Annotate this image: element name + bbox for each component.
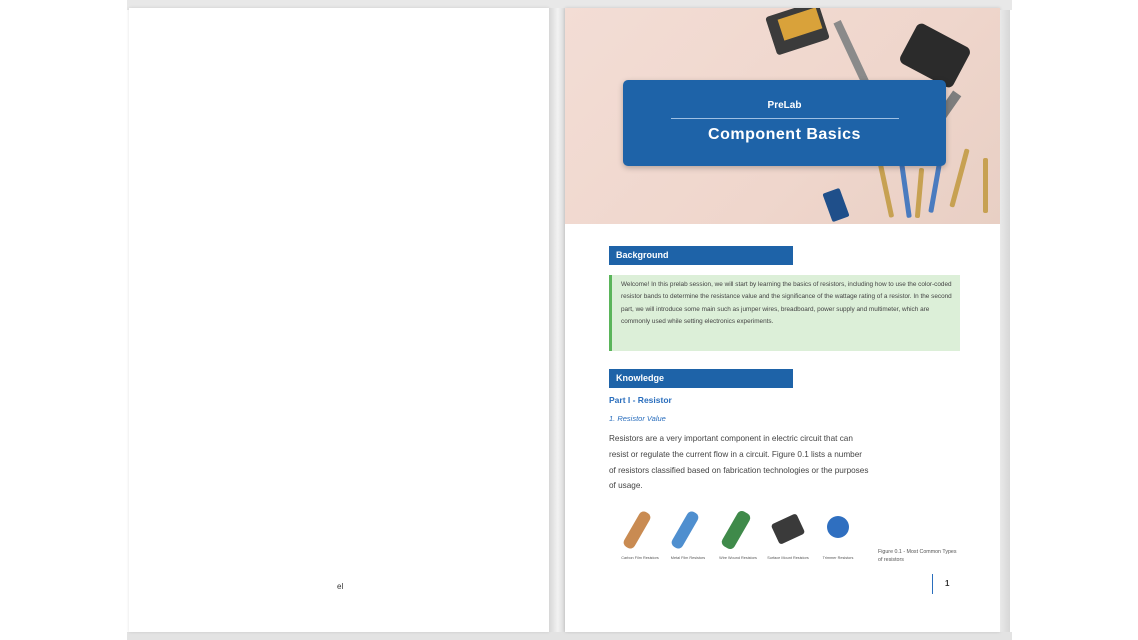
knowledge-heading: Knowledge (609, 369, 793, 388)
figure-item-label: Wire Wound Resistors (719, 556, 757, 560)
wire-wound-resistor-icon (720, 509, 752, 551)
resistor-icon (915, 168, 924, 218)
right-page (565, 8, 1000, 632)
title-divider (671, 118, 899, 119)
resistor-icon (928, 158, 942, 213)
background-callout: Welcome! In this prelab session, we will start by learning the basics of resistors, including how to use the color-coded resistor bands to determine the resistance value and the significance of the wattage rating of a resistor. In the second part, we will introduce some main such as jumper wires, breadboard, power supply and multimeter, which are commonly used while setting electronics experiments. (609, 275, 960, 351)
resistor-figure (617, 504, 867, 578)
resistor-icon (899, 163, 912, 218)
figure-item (617, 504, 663, 578)
resistor-icon (877, 158, 894, 218)
pre-title: PreLab (767, 100, 802, 111)
figure-item (715, 504, 761, 578)
resistor-icon (983, 158, 988, 213)
book-spine (549, 8, 565, 632)
part-title: Part I - Resistor (609, 395, 672, 405)
sub-title: 1. Resistor Value (609, 414, 666, 423)
left-page-mark: el (337, 582, 344, 591)
page-title: Component Basics (708, 126, 861, 143)
figure-item (765, 504, 811, 578)
figure-item-label: Carbon Film Resistors (621, 556, 659, 560)
figure-caption: Figure 0.1 - Most Common Types of resistors (878, 549, 957, 563)
figure-item (665, 504, 711, 578)
body-paragraph: Resistors are a very important component in electric circuit that can resist or regulate the current flow in a circuit. Figure 0.1 lists a number of resistors classified based on fabrication technologies or the purposes of usage. (609, 434, 869, 491)
figure-item-label: Surface Mount Resistors (767, 556, 809, 560)
carbon-film-resistor-icon (622, 510, 652, 551)
page-number: 1 (932, 574, 962, 594)
hero-image (565, 8, 1000, 224)
smd-resistor-icon (771, 513, 806, 545)
figure-item-label: Metal Film Resistors (670, 556, 706, 560)
figure-item-label: Trimmer Resistors (822, 556, 854, 560)
sensor-module-icon (822, 188, 849, 222)
trimmer-resistor-icon (827, 516, 849, 538)
right-page-edge (1000, 10, 1010, 632)
left-page (129, 8, 549, 632)
figure-item (815, 504, 861, 578)
background-heading: Background (609, 246, 793, 265)
resistor-icon (949, 148, 969, 207)
title-box (623, 80, 946, 166)
page-bottom-edge (127, 632, 1012, 640)
metal-film-resistor-icon (670, 510, 700, 551)
